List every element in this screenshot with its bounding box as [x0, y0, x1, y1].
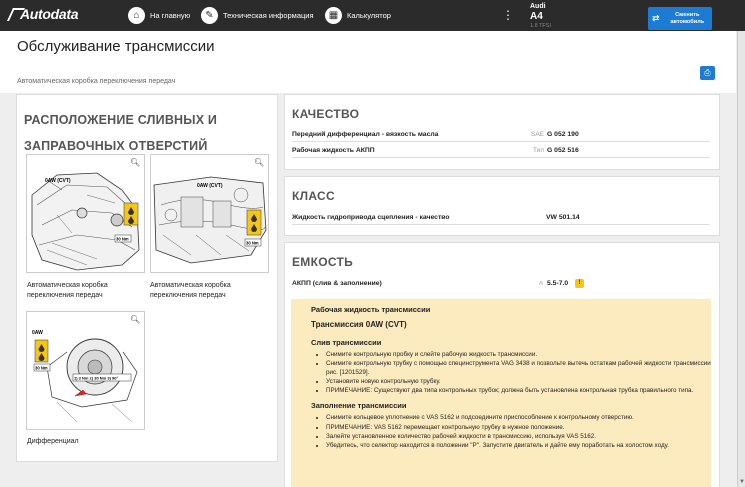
change-vehicle-button[interactable]: ⇄ Сменить автомобиль [648, 7, 712, 30]
class-row-label: Жидкость гидропривода сцепления - качество [292, 214, 450, 221]
list-item: • Залейте установленное количество рабочей жидкости в трансмиссию, используя VAS 5162. [326, 433, 711, 441]
nav-calculator[interactable] [325, 6, 391, 25]
drain-section-title: Слив трансмиссии [311, 338, 382, 347]
list-item: • Убедитесь, что селектор находится в положении "P". Запустите двигатель и дайте ему поработать на холостом ходу. [326, 442, 711, 450]
nav-home-label: На главную [150, 11, 191, 20]
quality-row-value: G 052 516 [547, 147, 579, 154]
capacity-title: ЕМКОСТЬ [292, 255, 354, 269]
quality-card [284, 94, 720, 170]
list-item: • ПРИМЕЧАНИЕ: VAS 5162 перемещает контрольную трубку в нужное положение. [326, 424, 711, 432]
quality-row-diff-oil [292, 129, 710, 142]
quality-title: КАЧЕСТВО [292, 107, 360, 121]
page-subtitle: Автоматическая коробка переключения передач [17, 78, 176, 85]
print-icon: ⎙ [704, 68, 711, 77]
fill-steps-list [326, 414, 711, 450]
list-item: • Снимите контрольную пробку и слейте рабочую жидкость трансмиссии. [326, 351, 711, 359]
wrench-icon: ✎ [201, 7, 218, 24]
quality-row-atf [292, 145, 710, 158]
fill-section-title: Заполнение трансмиссии [311, 401, 407, 411]
swap-icon: ⇄ [652, 13, 660, 24]
diagram-code-label: 0AW (CVT) [45, 178, 71, 184]
home-icon: ⌂ [128, 7, 145, 24]
page-title: Обслуживание трансмиссии [17, 38, 215, 55]
capacity-row-value: 5.5-7.0 [547, 280, 569, 287]
warning-icon[interactable]: ! [575, 279, 584, 288]
drain-steps-list [326, 351, 711, 395]
drain-fill-locations-title: РАСПОЛОЖЕНИЕ СЛИВНЫХ И ЗАПРАВОЧНЫХ ОТВЕРСТИЙ [24, 113, 218, 153]
scroll-down-icon[interactable]: ▼ [739, 479, 745, 485]
vehicle-model: A4 [530, 11, 543, 22]
more-menu-icon[interactable]: ⋮ [502, 8, 515, 22]
zoom-icon[interactable]: 🔍︎ [254, 158, 265, 167]
calculator-icon: ▦ [325, 7, 342, 24]
zoom-icon[interactable]: 🔍︎ [130, 315, 141, 324]
diagram-caption-3: Дифференциал [27, 438, 79, 445]
drain-fill-locations-panel [16, 94, 278, 462]
zoom-icon[interactable]: 🔍︎ [130, 158, 141, 167]
differential-diagram-image [27, 312, 145, 430]
capacity-row-unit: л [539, 280, 543, 287]
diagram-differential[interactable] [26, 311, 145, 430]
procedure-note [291, 299, 711, 487]
torque-label: 30 Nm [116, 236, 129, 242]
nav-home[interactable] [128, 6, 190, 25]
class-title: КЛАСС [292, 189, 335, 203]
list-item: • ПРИМЕЧАНИЕ: Существуют два типа контрольных трубок; должна быть установлена контрольная трубка правильного типа. [326, 387, 711, 395]
scrollbar[interactable] [737, 31, 745, 487]
transmission-diagram-image [151, 155, 269, 273]
nav-technical-info[interactable] [201, 6, 314, 25]
quality-row-label: Передний дифференциал - вязкость масла [292, 131, 439, 138]
capacity-row-atf [292, 278, 710, 291]
nav-calculator-label: Калькулятор [347, 11, 391, 20]
quality-row-value: G 052 190 [547, 131, 579, 138]
diagram-code-label: 0AW (CVT) [197, 183, 223, 189]
quality-row-unit: Тип [533, 147, 544, 154]
class-row-value: VW 501.14 [546, 214, 580, 221]
autodata-logo[interactable]: Autodata [20, 6, 78, 22]
note-heading: Рабочая жидкость трансмиссии [311, 305, 431, 314]
transmission-diagram-image [27, 155, 145, 273]
torque-sequence-label: 1) 3 Nm 2) 30 Nm 3) 90° [74, 375, 119, 381]
note-subheading: Трансмиссия 0AW (CVT) [311, 320, 407, 329]
torque-label: 30 Nm [246, 240, 259, 246]
vehicle-make: Audi [530, 3, 546, 10]
class-row-clutch-fluid [292, 212, 710, 225]
vehicle-info [530, 3, 551, 29]
class-card [284, 176, 720, 236]
diagram-caption-1: Автоматическая коробка переключения передач [27, 282, 108, 299]
top-bar [0, 0, 745, 31]
diagram-caption-2: Автоматическая коробка переключения передач [150, 282, 231, 299]
diagram-code-label: 0AW [32, 330, 43, 336]
vehicle-engine: 1.8 TFSI [530, 23, 551, 29]
quality-row-unit: SAE [531, 131, 545, 138]
list-item: • Снимите кольцевое уплотнение с VAS 5162 и подсоедините приспособление к контрольному отверстию. [326, 414, 711, 422]
diagram-transmission-1[interactable] [26, 154, 145, 273]
capacity-row-label: АКПП (слив & заполнение) [292, 280, 382, 287]
torque-label: 30 Nm [35, 365, 48, 371]
print-button[interactable] [700, 66, 715, 80]
diagram-transmission-2[interactable] [150, 154, 269, 273]
list-item: • Снимите контрольную трубку с помощью специнструмента VAG 3438 и позвольте вытечь остаткам рабочей жидкости трансмиссии рис. [1201529]. [326, 360, 711, 377]
nav-technical-info-label: Техническая информация [223, 11, 314, 20]
quality-row-label: Рабочая жидкость АКПП [292, 147, 375, 154]
list-item: • Установите новую контрольную трубку. [326, 378, 711, 386]
